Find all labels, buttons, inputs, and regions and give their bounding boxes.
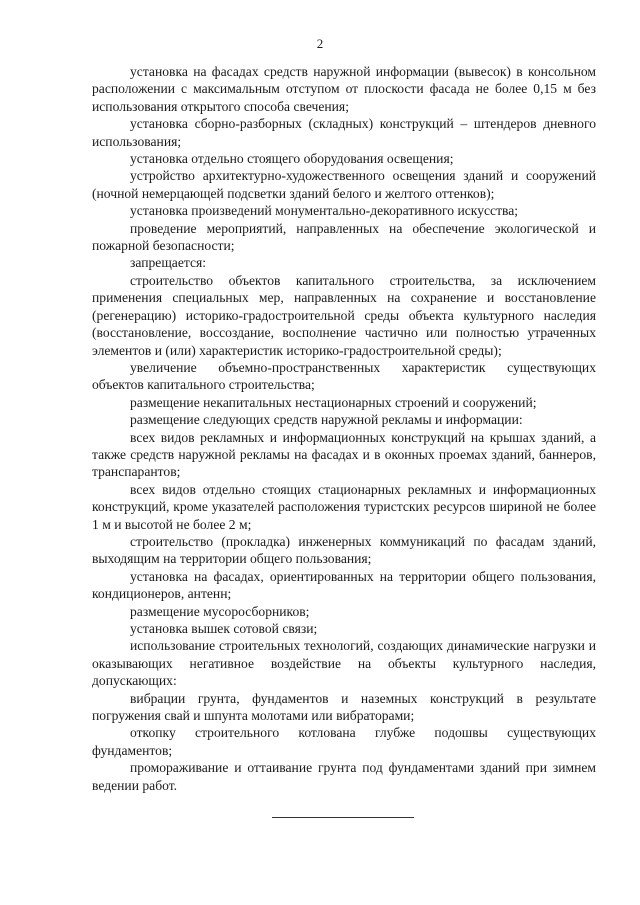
paragraph-monumental-art: установка произведений монументально-декоративного искусства; [130,203,519,219]
paragraph-soil-freezing: промораживание и оттаивание грунта под фундаментами зданий при зимнем ведении работ. [92,760,596,793]
paragraph-garbage-bins: размещение мусоросборников; [130,603,310,619]
paragraph-lighting-equipment: установка отдельно стоящего оборудования освещения; [130,151,454,167]
paragraph-non-capital-structures: размещение некапитальных нестационарных строений и сооружений; [130,394,537,410]
paragraph-advertising-heading: размещение следующих средств наружной рекламы и информации: [130,412,523,428]
paragraph-construction-technologies: использование строительных технологий, создающих динамические нагрузки и оказывающих негативное воздействие на объекты культурного наследия, допускающих: [92,638,596,689]
paragraph-soil-vibration: вибрации грунта, фундаментов и наземных конструкций в результате погружения свай и шпунта молотами или вибраторами; [92,690,596,724]
paragraph-utility-lines: строительство (прокладка) инженерных коммуникаций по фасадам зданий, выходящим на территории общего пользования; [92,533,596,567]
paragraph-pit-excavation: откопку строительного котлована глубже подошвы существующих фундаментов; [92,725,596,758]
paragraph-capital-construction: строительство объектов капитального строительства, за исключением применения специальных мер, направленных на сохранение и восстановление (регенерацию) историко-градостроительной среды объекта культурного наследия (восстановление, воссоздание, восполнение частично или полностью утраченных элементов и (или) характеристик историко-градостроительной среды); [92,272,596,358]
page-number: 2 [316,36,324,51]
paragraph-architectural-lighting: устройство архитектурно-художественного освещения зданий и сооружений (ночной немерцающей подсветки зданий белого и желтого оттенков); [92,168,596,201]
end-of-text-rule [272,817,414,818]
paragraph-volume-increase: увеличение объемно-пространственных характеристик существующих объектов капитального строительства; [92,359,596,393]
paragraph-shtenders: установка сборно-разборных (складных) конструкций – штендеров дневного использования; [92,116,596,149]
paragraph-safety-measures: проведение мероприятий, направленных на обеспечение экологической и пожарной безопасности; [92,220,596,254]
paragraph-roof-advertising: всех видов рекламных и информационных конструкций на крышах зданий, а также средств наружной рекламы на фасадах и в оконных проемах зданий, баннеров, транспарантов; [92,429,596,480]
paragraph-prohibited-heading: запрещается: [130,255,207,271]
paragraph-cell-towers: установка вышек сотовой связи; [130,621,318,636]
document-body [92,63,596,794]
paragraph-facade-signs: установка на фасадах средств наружной информации (вывесок) в консольном расположении с максимальным отступом от плоскости фасада не более 0,15 м без использования открытого способа свечения; [92,64,596,114]
paragraph-standalone-advertising: всех видов отдельно стоящих стационарных рекламных и информационных конструкций, кроме указателей расположения туристских ресурсов шириной не более 1 м и высотой не более 2 м; [92,481,596,532]
paragraph-air-conditioners: установка на фасадах, ориентированных на территории общего пользования, кондиционеров, антенн; [92,568,596,602]
